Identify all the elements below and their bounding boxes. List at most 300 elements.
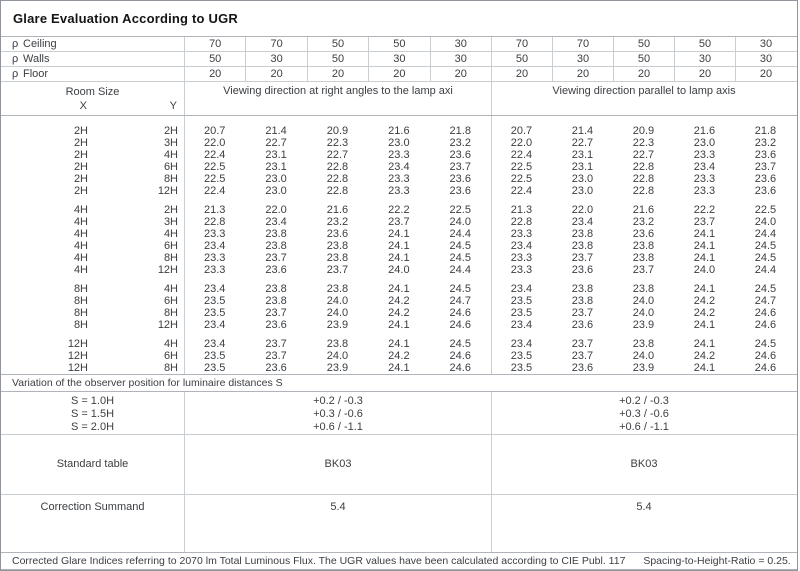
ugr-value-cell: 23.5 [203, 350, 226, 362]
ugr-value-cell: 23.6 [265, 362, 287, 374]
ugr-value-cell: 23.8 [632, 240, 655, 252]
reflectance-value: 30 [245, 52, 306, 66]
ugr-value-cell: 24.6 [449, 350, 471, 362]
ugr-value-cell: 23.4 [203, 319, 226, 331]
reflectance-row [1, 67, 797, 82]
standard-table-row [1, 434, 797, 494]
reflectance-value: 50 [368, 37, 429, 51]
ugr-value-cell: 23.8 [326, 240, 349, 252]
column-divider-left [184, 116, 185, 374]
observer-variation-table [1, 392, 797, 434]
ugr-value-cell: 21.6 [693, 125, 716, 137]
ugr-table-row [1, 149, 797, 161]
ugr-value-cell: 23.3 [388, 173, 410, 185]
ugr-value-cell: 23.7 [449, 161, 471, 173]
reflectance-value: 30 [430, 52, 491, 66]
reflectance-row-label [1, 52, 184, 66]
ugr-value-cell: 21.4 [571, 125, 594, 137]
table-header [1, 82, 797, 116]
ugr-value-cell: 23.6 [571, 362, 594, 374]
ugr-value-cell: 22.8 [632, 161, 655, 173]
rho-symbol: ρ [12, 68, 19, 80]
reflectance-name: Floor [23, 68, 49, 80]
ugr-value-cell: 23.8 [326, 283, 349, 295]
ugr-table-row [1, 240, 797, 252]
reflectance-value: 30 [368, 52, 429, 66]
ugr-value-cell: 21.3 [510, 204, 533, 216]
room-size-x-cell: 2H [73, 173, 88, 185]
room-size-y-cell: 8H [163, 362, 178, 374]
ugr-table-row [1, 204, 797, 216]
ugr-table-row [1, 125, 797, 137]
ugr-value-cell: 23.7 [571, 338, 594, 350]
ugr-value-cell: 22.0 [571, 204, 594, 216]
room-size-x-cell: 8H [73, 307, 88, 319]
ugr-value-cell: 23.0 [388, 137, 410, 149]
reflectance-value: 20 [674, 67, 735, 81]
ugr-value-cell: 24.1 [693, 338, 716, 350]
ugr-values-table [1, 116, 797, 374]
correction-summand-value-left: 5.4 [184, 495, 491, 552]
reflectance-value: 20 [491, 67, 552, 81]
ugr-value-cell: 23.6 [571, 264, 594, 276]
ugr-value-cell: 23.8 [571, 228, 594, 240]
ugr-value-cell: 23.2 [449, 137, 471, 149]
ugr-value-cell: 23.8 [265, 240, 287, 252]
ugr-value-cell: 22.8 [632, 185, 655, 197]
ugr-value-cell: 24.0 [326, 307, 349, 319]
ugr-value-cell: 22.5 [510, 161, 533, 173]
ugr-value-cell: 22.0 [510, 137, 533, 149]
viewing-direction-right-angles-header: Viewing direction at right angles to the lamp axi [184, 82, 491, 115]
ugr-value-cell: 23.8 [571, 295, 594, 307]
room-size-y-cell: 12H [157, 319, 178, 331]
ugr-value-cell: 23.5 [203, 362, 226, 374]
ugr-value-cell: 24.6 [754, 350, 777, 362]
reflectance-value: 50 [184, 52, 245, 66]
reflectance-value: 50 [613, 52, 674, 66]
ugr-value-cell: 23.4 [510, 240, 533, 252]
ugr-value-cell: 21.4 [265, 125, 287, 137]
ugr-value-cell: 24.5 [449, 240, 471, 252]
ugr-value-cell: 24.1 [388, 319, 410, 331]
reflectance-row-label [1, 67, 184, 81]
room-size-x-cell: 4H [73, 228, 88, 240]
ugr-row-group [1, 283, 797, 331]
ugr-value-cell: 24.2 [693, 307, 716, 319]
ugr-value-cell: 23.6 [449, 173, 471, 185]
spacing-height-ratio: Spacing-to-Height-Ratio = 0.25. [643, 555, 791, 567]
ugr-value-cell: 24.4 [754, 228, 777, 240]
room-size-y-cell: 12H [157, 264, 178, 276]
ugr-value-cell: 23.9 [632, 362, 655, 374]
s-values-right-angles [184, 392, 491, 434]
ugr-value-cell: 23.1 [265, 161, 287, 173]
ugr-value-cell: 23.6 [449, 185, 471, 197]
ugr-value-cell: 23.5 [510, 307, 533, 319]
ugr-value-cell: 23.7 [754, 161, 777, 173]
ugr-value-cell: 23.5 [510, 295, 533, 307]
room-size-y-cell: 2H [163, 204, 178, 216]
ugr-table-row [1, 216, 797, 228]
ugr-value-cell: 23.6 [754, 149, 777, 161]
reflectance-value: 70 [184, 37, 245, 51]
ugr-table-row [1, 228, 797, 240]
room-size-header: Room Size [65, 86, 120, 98]
ugr-value-cell: 24.1 [388, 240, 410, 252]
ugr-table-row [1, 319, 797, 331]
standard-table-value-left: BK03 [184, 435, 491, 494]
ugr-value-cell: 24.0 [632, 295, 655, 307]
ugr-table-row [1, 137, 797, 149]
ugr-value-cell: 21.6 [326, 204, 349, 216]
ugr-value-cell: 23.1 [571, 161, 594, 173]
ugr-value-cell: 24.5 [754, 283, 777, 295]
ugr-value-cell: 23.3 [388, 185, 410, 197]
ugr-value-cell: 24.1 [693, 228, 716, 240]
reflectance-value: 20 [735, 67, 796, 81]
ugr-value-cell: 22.5 [510, 173, 533, 185]
ugr-value-cell: 24.0 [632, 307, 655, 319]
ugr-value-cell: 23.8 [265, 228, 287, 240]
ugr-value-cell: 23.7 [571, 307, 594, 319]
ugr-value-cell: 24.4 [449, 228, 471, 240]
room-size-y-cell: 4H [163, 338, 178, 350]
ugr-table-row [1, 362, 797, 374]
ugr-value-cell: 23.8 [326, 338, 349, 350]
ugr-value-cell: 23.6 [571, 319, 594, 331]
ugr-table-row [1, 161, 797, 173]
ugr-table-row [1, 350, 797, 362]
room-size-y-cell: 6H [163, 240, 178, 252]
ugr-value-cell: 23.0 [693, 137, 716, 149]
ugr-value-cell: 23.4 [510, 319, 533, 331]
footer-text: Corrected Glare Indices referring to 2070 lm Total Luminous Flux. The UGR values have been calculated according to CIE Publ. 117 [12, 555, 626, 567]
s-value: +0.3 / -0.6 [313, 408, 363, 420]
ugr-value-cell: 23.4 [203, 283, 226, 295]
standard-table-value-right: BK03 [491, 435, 796, 494]
ugr-value-cell: 24.6 [449, 319, 471, 331]
ugr-value-cell: 24.4 [754, 264, 777, 276]
ugr-value-cell: 24.5 [754, 252, 777, 264]
ugr-value-cell: 24.6 [754, 307, 777, 319]
ugr-value-cell: 20.7 [510, 125, 533, 137]
ugr-value-cell: 24.6 [449, 362, 471, 374]
ugr-value-cell: 23.3 [388, 149, 410, 161]
s-label: S = 2.0H [70, 421, 115, 433]
column-divider-middle [491, 116, 492, 374]
room-size-y-cell: 3H [163, 137, 178, 149]
reflectance-name: Ceiling [23, 38, 57, 50]
ugr-value-cell: 21.8 [449, 125, 471, 137]
room-size-y-cell: 6H [163, 295, 178, 307]
ugr-value-cell: 23.7 [388, 216, 410, 228]
ugr-value-cell: 22.8 [510, 216, 533, 228]
ugr-value-cell: 23.3 [510, 252, 533, 264]
room-size-x-cell: 12H [67, 350, 88, 362]
reflectance-name: Walls [23, 53, 50, 65]
ugr-value-cell: 23.3 [203, 264, 226, 276]
y-column-header: Y [169, 100, 177, 112]
ugr-table-row [1, 185, 797, 197]
ugr-table-row [1, 295, 797, 307]
room-size-x-cell: 12H [67, 362, 88, 374]
ugr-value-cell: 23.7 [265, 338, 287, 350]
ugr-value-cell: 23.2 [632, 216, 655, 228]
ugr-value-cell: 22.7 [326, 149, 349, 161]
ugr-table-row [1, 283, 797, 295]
ugr-value-cell: 23.8 [632, 252, 655, 264]
room-size-x-cell: 2H [73, 137, 88, 149]
ugr-value-cell: 24.0 [693, 264, 716, 276]
ugr-value-cell: 20.7 [203, 125, 226, 137]
ugr-value-cell: 24.5 [754, 240, 777, 252]
ugr-value-cell: 22.5 [449, 204, 471, 216]
ugr-value-cell: 24.1 [693, 240, 716, 252]
s-label: S = 1.0H [70, 395, 115, 407]
ugr-value-cell: 23.4 [693, 161, 716, 173]
ugr-table-row [1, 173, 797, 185]
ugr-value-cell: 24.1 [388, 362, 410, 374]
room-size-x-cell: 4H [73, 216, 88, 228]
ugr-value-cell: 24.2 [693, 295, 716, 307]
ugr-value-cell: 22.8 [326, 185, 349, 197]
reflectance-value: 70 [491, 37, 552, 51]
s-value: +0.6 / -1.1 [313, 421, 363, 433]
ugr-value-cell: 24.0 [754, 216, 777, 228]
ugr-value-cell: 24.5 [754, 338, 777, 350]
ugr-value-cell: 24.1 [693, 283, 716, 295]
ugr-value-cell: 23.6 [326, 228, 349, 240]
s-values-parallel [491, 392, 796, 434]
ugr-value-cell: 23.8 [571, 240, 594, 252]
ugr-value-cell: 24.0 [388, 264, 410, 276]
ugr-value-cell: 23.6 [754, 173, 777, 185]
ugr-value-cell: 23.1 [571, 149, 594, 161]
ugr-value-cell: 23.6 [449, 149, 471, 161]
ugr-value-cell: 23.0 [571, 185, 594, 197]
ugr-value-cell: 21.3 [203, 204, 226, 216]
room-size-y-cell: 6H [163, 161, 178, 173]
ugr-value-cell: 24.5 [449, 252, 471, 264]
ugr-value-cell: 21.6 [388, 125, 410, 137]
ugr-table-row [1, 307, 797, 319]
ugr-value-cell: 22.5 [203, 173, 226, 185]
x-column-header: X [79, 100, 87, 112]
ugr-value-cell: 23.4 [510, 338, 533, 350]
ugr-value-cell: 22.4 [203, 185, 226, 197]
ugr-value-cell: 24.0 [449, 216, 471, 228]
room-size-x-cell: 2H [73, 125, 88, 137]
ugr-value-cell: 23.4 [203, 338, 226, 350]
ugr-value-cell: 23.3 [203, 228, 226, 240]
ugr-value-cell: 23.6 [265, 264, 287, 276]
ugr-value-cell: 23.7 [693, 216, 716, 228]
ugr-value-cell: 23.0 [265, 185, 287, 197]
ugr-value-cell: 24.1 [693, 252, 716, 264]
ugr-row-group [1, 338, 797, 374]
ugr-value-cell: 24.1 [388, 228, 410, 240]
ugr-value-cell: 22.8 [326, 173, 349, 185]
ugr-value-cell: 23.9 [326, 319, 349, 331]
ugr-value-cell: 23.5 [510, 362, 533, 374]
reflectance-value: 30 [430, 37, 491, 51]
reflectance-value: 20 [307, 67, 368, 81]
variation-note: Variation of the observer position for luminaire distances S [1, 374, 797, 392]
room-size-header-block [1, 82, 184, 115]
ugr-value-cell: 24.2 [388, 350, 410, 362]
ugr-value-cell: 24.5 [449, 283, 471, 295]
ugr-value-cell: 24.2 [388, 307, 410, 319]
ugr-value-cell: 22.0 [203, 137, 226, 149]
ugr-value-cell: 23.7 [571, 350, 594, 362]
reflectance-value: 20 [184, 67, 245, 81]
ugr-value-cell: 23.5 [510, 350, 533, 362]
ugr-value-cell: 23.4 [510, 283, 533, 295]
room-size-x-cell: 8H [73, 295, 88, 307]
ugr-value-cell: 22.2 [388, 204, 410, 216]
room-size-y-cell: 8H [163, 173, 178, 185]
reflectance-table [1, 36, 797, 82]
room-size-x-cell: 8H [73, 319, 88, 331]
ugr-value-cell: 20.9 [632, 125, 655, 137]
ugr-value-cell: 21.6 [632, 204, 655, 216]
room-size-x-cell: 2H [73, 185, 88, 197]
s-value: +0.2 / -0.3 [619, 395, 669, 407]
room-size-y-cell: 2H [163, 125, 178, 137]
viewing-direction-parallel-header: Viewing direction parallel to lamp axis [491, 82, 796, 115]
standard-table-label: Standard table [56, 458, 129, 470]
ugr-value-cell: 23.2 [326, 216, 349, 228]
ugr-value-cell: 24.1 [693, 319, 716, 331]
ugr-value-cell: 22.7 [571, 137, 594, 149]
reflectance-value: 30 [552, 52, 613, 66]
ugr-value-cell: 23.3 [510, 264, 533, 276]
reflectance-value: 70 [552, 37, 613, 51]
ugr-value-cell: 23.0 [571, 173, 594, 185]
reflectance-value: 50 [674, 37, 735, 51]
ugr-value-cell: 24.5 [449, 338, 471, 350]
reflectance-row-label [1, 37, 184, 51]
title-row [1, 1, 797, 36]
ugr-value-cell: 24.7 [754, 295, 777, 307]
ugr-value-cell: 23.9 [326, 362, 349, 374]
ugr-value-cell: 23.8 [265, 283, 287, 295]
ugr-value-cell: 24.1 [388, 252, 410, 264]
ugr-row-group [1, 204, 797, 276]
ugr-value-cell: 22.3 [632, 137, 655, 149]
ugr-value-cell: 24.7 [449, 295, 471, 307]
ugr-value-cell: 23.3 [203, 252, 226, 264]
ugr-value-cell: 24.1 [388, 338, 410, 350]
ugr-value-cell: 24.4 [449, 264, 471, 276]
room-size-x-cell: 4H [73, 252, 88, 264]
room-size-x-cell: 2H [73, 149, 88, 161]
room-size-y-cell: 4H [163, 149, 178, 161]
reflectance-value: 50 [307, 52, 368, 66]
ugr-value-cell: 23.3 [693, 185, 716, 197]
room-size-y-cell: 8H [163, 252, 178, 264]
ugr-value-cell: 24.0 [326, 350, 349, 362]
ugr-value-cell: 23.3 [510, 228, 533, 240]
ugr-table-row [1, 338, 797, 350]
xy-header-row [1, 99, 184, 113]
ugr-value-cell: 22.2 [693, 204, 716, 216]
ugr-table-row [1, 264, 797, 276]
ugr-value-cell: 23.5 [203, 295, 226, 307]
rho-symbol: ρ [12, 38, 19, 50]
reflectance-row [1, 52, 797, 67]
ugr-value-cell: 22.4 [510, 185, 533, 197]
ugr-value-cell: 22.3 [326, 137, 349, 149]
ugr-value-cell: 23.6 [265, 319, 287, 331]
reflectance-value: 30 [735, 52, 796, 66]
ugr-row-group [1, 125, 797, 197]
ugr-value-cell: 24.2 [693, 350, 716, 362]
room-size-x-cell: 12H [67, 338, 88, 350]
s-value: +0.3 / -0.6 [619, 408, 669, 420]
ugr-value-cell: 24.6 [449, 307, 471, 319]
rho-symbol: ρ [12, 53, 19, 65]
room-size-x-cell: 4H [73, 264, 88, 276]
ugr-value-cell: 23.7 [571, 252, 594, 264]
room-size-x-cell: 8H [73, 283, 88, 295]
reflectance-value: 50 [491, 52, 552, 66]
ugr-value-cell: 23.4 [265, 216, 287, 228]
reflectance-value: 50 [613, 37, 674, 51]
ugr-value-cell: 23.2 [754, 137, 777, 149]
room-size-y-cell: 8H [163, 307, 178, 319]
ugr-value-cell: 22.0 [265, 204, 287, 216]
ugr-value-cell: 24.0 [632, 350, 655, 362]
ugr-value-cell: 23.1 [265, 149, 287, 161]
s-label: S = 1.5H [70, 408, 115, 420]
ugr-value-cell: 24.1 [388, 283, 410, 295]
ugr-value-cell: 23.8 [571, 283, 594, 295]
ugr-value-cell: 24.6 [754, 319, 777, 331]
room-size-y-cell: 6H [163, 350, 178, 362]
ugr-value-cell: 22.5 [203, 161, 226, 173]
ugr-value-cell: 23.4 [203, 240, 226, 252]
ugr-value-cell: 23.7 [265, 252, 287, 264]
ugr-value-cell: 22.4 [510, 149, 533, 161]
ugr-value-cell: 23.7 [265, 307, 287, 319]
correction-summand-value-right: 5.4 [491, 495, 796, 552]
ugr-value-cell: 23.8 [632, 338, 655, 350]
correction-summand-row [1, 494, 797, 552]
reflectance-value: 70 [245, 37, 306, 51]
reflectance-value: 20 [368, 67, 429, 81]
reflectance-value: 30 [735, 37, 796, 51]
ugr-value-cell: 23.0 [265, 173, 287, 185]
footer-note [1, 552, 797, 570]
room-size-x-cell: 2H [73, 161, 88, 173]
ugr-value-cell: 24.6 [754, 362, 777, 374]
ugr-value-cell: 23.6 [754, 185, 777, 197]
ugr-value-cell: 21.8 [754, 125, 777, 137]
ugr-value-cell: 22.7 [632, 149, 655, 161]
room-size-x-cell: 4H [73, 204, 88, 216]
ugr-value-cell: 22.4 [203, 149, 226, 161]
ugr-value-cell: 20.9 [326, 125, 349, 137]
ugr-value-cell: 23.4 [571, 216, 594, 228]
ugr-value-cell: 23.3 [693, 173, 716, 185]
ugr-value-cell: 22.5 [754, 204, 777, 216]
ugr-value-cell: 24.2 [388, 295, 410, 307]
room-size-y-cell: 4H [163, 228, 178, 240]
ugr-value-cell: 23.6 [632, 228, 655, 240]
ugr-value-cell: 23.9 [632, 319, 655, 331]
